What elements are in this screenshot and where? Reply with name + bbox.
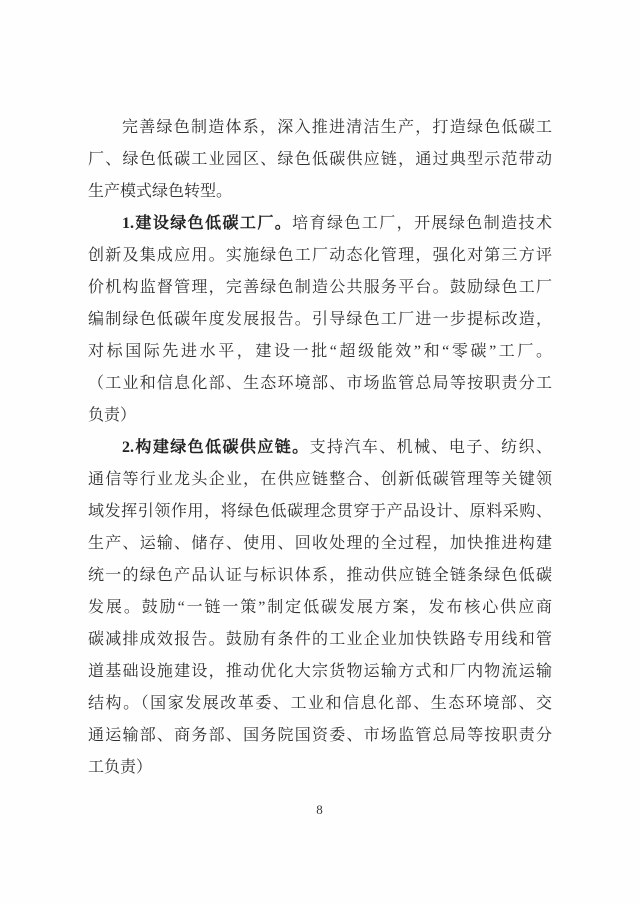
line-text: 编制绿色低碳年度发展报告。引导绿色工厂进一步提标改造， <box>88 311 552 328</box>
line-text: 域发挥引领作用，将绿色低碳理念贯穿于产品设计、原料采购、 <box>88 503 552 520</box>
text-line <box>88 656 552 688</box>
text-line <box>88 208 552 240</box>
text-line <box>88 304 552 336</box>
line-text: 支持汽车、机械、电子、纺织、 <box>309 439 552 456</box>
line-text: 完善绿色制造体系，深入推进清洁生产，打造绿色低碳工 <box>122 119 552 136</box>
line-text: 道基础设施建设，推动优化大宗货物运输方式和厂内物流运输 <box>88 663 552 680</box>
line-text: 厂、绿色低碳工业园区、绿色低碳供应链，通过典型示范带动 <box>88 151 552 168</box>
clause-lead: 1.建设绿色低碳工厂。 <box>122 215 293 232</box>
line-text: 结构。（国家发展改革委、工业和信息化部、生态环境部、交 <box>88 695 552 712</box>
clause-lead: 2.构建绿色低碳供应链。 <box>122 439 310 456</box>
line-text: 通运输部、商务部、国务院国资委、市场监管总局等按职责分 <box>88 727 552 744</box>
line-text: 生产模式绿色转型。 <box>88 183 233 200</box>
line-text: 培育绿色工厂，开展绿色制造技术 <box>292 215 552 232</box>
text-line <box>88 432 552 464</box>
text-line <box>88 112 552 144</box>
text-line <box>88 464 552 496</box>
line-text: 碳减排成效报告。鼓励有条件的工业企业加快铁路专用线和管 <box>88 631 552 648</box>
text-line <box>88 688 552 720</box>
line-text: 对标国际先进水平，建设一批“超级能效”和“零碳”工厂。 <box>88 343 552 360</box>
text-line <box>88 496 552 528</box>
text-line <box>88 272 552 304</box>
line-text: （工业和信息化部、生态环境部、市场监管总局等按职责分工 <box>88 375 552 392</box>
text-line <box>88 624 552 656</box>
text-line <box>88 528 552 560</box>
text-line <box>88 400 552 432</box>
line-text: 负责） <box>88 407 137 424</box>
text-line <box>88 336 552 368</box>
line-text: 发展。鼓励“一链一策”制定低碳发展方案，发布核心供应商 <box>88 599 552 616</box>
line-text: 工负责） <box>88 759 153 776</box>
page-number: 8 <box>316 802 324 817</box>
text-line <box>88 752 552 784</box>
text-line <box>88 560 552 592</box>
text-line <box>88 592 552 624</box>
text-line <box>88 176 552 208</box>
line-text: 统一的绿色产品认证与标识体系，推动供应链全链条绿色低碳 <box>88 567 552 584</box>
text-line <box>88 240 552 272</box>
line-text: 价机构监督管理，完善绿色制造公共服务平台。鼓励绿色工厂 <box>88 279 552 296</box>
line-text: 生产、运输、储存、使用、回收处理的全过程，加快推进构建 <box>88 535 552 552</box>
line-text: 创新及集成应用。实施绿色工厂动态化管理，强化对第三方评 <box>88 247 552 264</box>
text-line <box>88 368 552 400</box>
text-line <box>88 720 552 752</box>
line-text: 通信等行业龙头企业，在供应链整合、创新低碳管理等关键领 <box>88 471 552 488</box>
text-line <box>88 144 552 176</box>
document-body <box>88 112 552 784</box>
